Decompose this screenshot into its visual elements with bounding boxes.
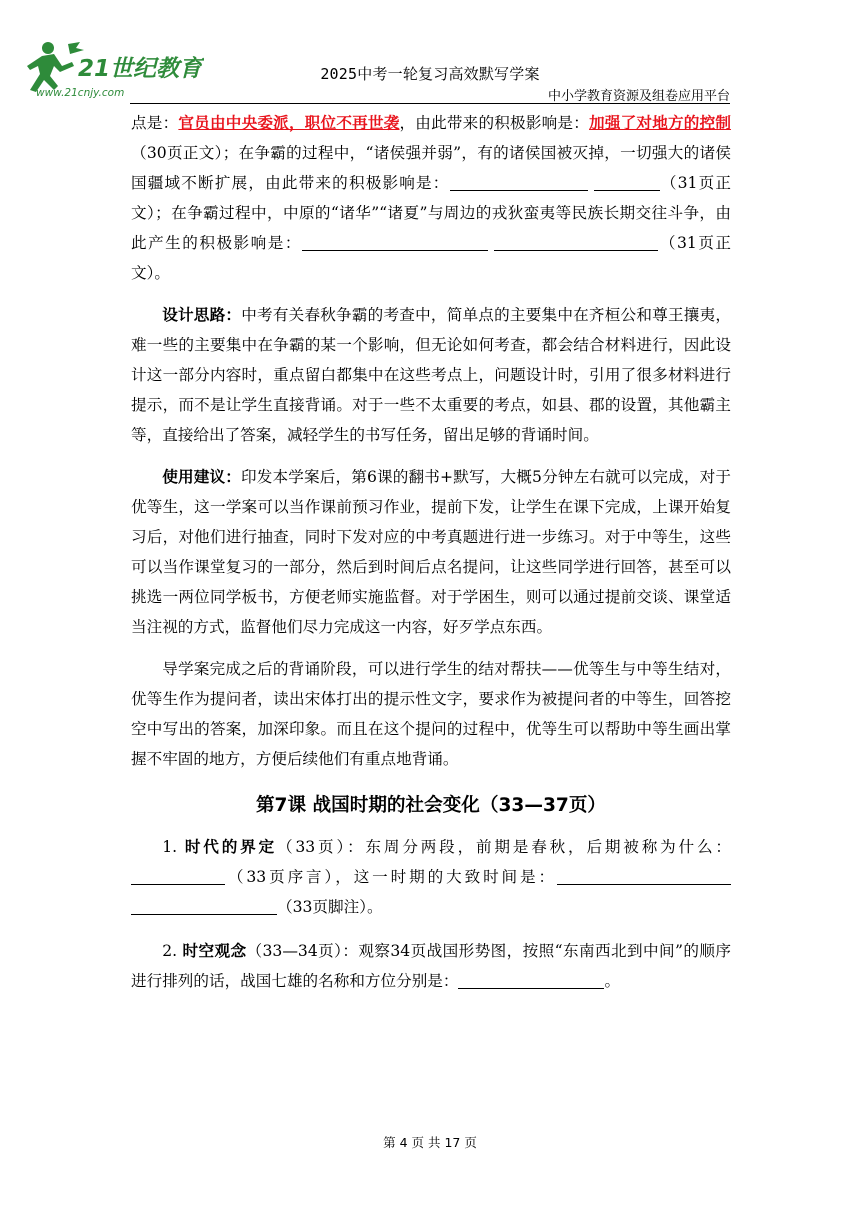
fill-blank[interactable] — [594, 172, 660, 191]
answer-text: 官员由中央委派，职位不再世袭 — [178, 114, 400, 132]
fill-blank[interactable] — [458, 970, 604, 989]
page-body — [131, 108, 731, 996]
fill-blank[interactable] — [557, 866, 731, 885]
paragraph-influence: 点是：官员由中央委派，职位不再世袭，由此带来的积极影响是：加强了对地方的控制（30页正文）；在争霸的过程中，“诸侯强并弱”，有的诸侯国被灭掉，一切强大的诸侯国疆域不断扩展，由此带来的积极影响是： （31页正文）；在争霸过程中，中原的“诸华”“诸夏”与周边的戎狄蛮夷等民族长期交往斗争，由此产生的积极影响是： （31页正文）。 — [131, 114, 732, 282]
question-label: 时空观念 — [182, 942, 247, 960]
platform-subtitle: 中小学教育资源及组卷应用平台 — [547, 89, 730, 104]
page-header — [0, 0, 860, 104]
document-title: 2025中考一轮复习高效默写学案 — [320, 65, 540, 83]
question-2: 2. 时空观念（33—34页）：观察34页战国形势图，按照“东南西北到中间”的顺序进行排列的话，战国七雄的名称和方位分别是： 。 — [131, 942, 731, 990]
paragraph-design: 设计思路：中考有关春秋争霸的考查中，简单点的主要集中在齐桓公和尊王攘夷，难一些的主要集中在争霸的某一个影响，但无论如何考查，都会结合材料进行，因此设计这一部分内容时，重点留白都集中在这些考点上，问题设计时，引用了很多材料进行提示，而不是让学生直接背诵。对于一些不太重要的考点，如县、郡的设置，其他霸主等，直接给出了答案，减轻学生的书写任务，留出足够的背诵时间。 — [131, 306, 731, 444]
svg-text:www.21cnjy.com: www.21cnjy.com — [36, 87, 125, 99]
answer-text: 加强了对地方的控制 — [589, 114, 731, 132]
svg-text:21世纪教育: 21世纪教育 — [78, 56, 203, 82]
paragraph-usage: 使用建议：印发本学案后，第6课的翻书+默写，大概5分钟左右就可以完成，对于优等生，这一学案可以当作课前预习作业，提前下发，让学生在课下完成，上课开始复习后，对他们进行抽查，同时下发对应的中考真题进行进一步练习。对于中等生，这些可以当作课堂复习的一部分，然后到时间后点名提问，让这些同学进行回答，甚至可以挑选一两位同学板书，方便老师实施监督。对于学困生，则可以通过提前交谈、课堂适当注视的方式，监督他们尽力完成这一内容，好歹学点东西。 — [131, 468, 731, 636]
fill-blank[interactable] — [302, 232, 488, 251]
fill-blank[interactable] — [131, 896, 277, 915]
header-divider — [130, 103, 730, 104]
lesson-heading: 第7课 战国时期的社会变化（33—37页） — [255, 795, 607, 816]
design-label: 设计思路： — [162, 306, 242, 324]
paragraph-recite: 导学案完成之后的背诵阶段，可以进行学生的结对帮扶——优等生与中等生结对，优等生作为提问者，读出宋体打出的提示性文字，要求作为被提问者的中等生，回答挖空中写出的答案，加深印象。而且在这个提问的过程中，优等生可以帮助中等生画出掌握不牢固的地方，方便后续他们有重点地背诵。 — [131, 660, 731, 768]
page-number: 第 4 页 共 17 页 — [383, 1135, 477, 1150]
question-label: 时代的界定 — [184, 838, 277, 856]
usage-label: 使用建议： — [162, 468, 241, 486]
fill-blank[interactable] — [494, 232, 658, 251]
fill-blank[interactable] — [450, 172, 588, 191]
fill-blank[interactable] — [131, 866, 225, 885]
question-1: 1. 时代的界定（33页）：东周分两段，前期是春秋，后期被称为什么：（33页序言），这一时期的大致时间是： （33页脚注）。 — [131, 832, 731, 922]
